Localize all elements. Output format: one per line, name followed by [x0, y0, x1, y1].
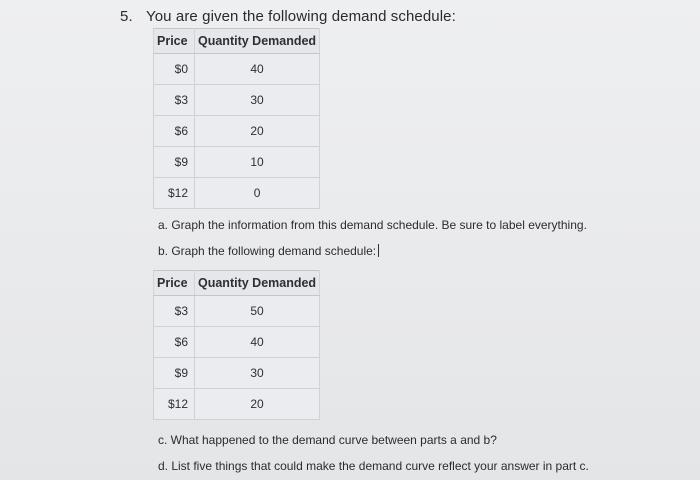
quantity-cell: 10	[195, 147, 320, 178]
header-quantity-demanded: Quantity Demanded	[195, 271, 320, 296]
quantity-cell: 40	[195, 327, 320, 358]
part-c-text: c. What happened to the demand curve between parts a and b?	[158, 433, 497, 447]
demand-schedule-table-a	[153, 28, 320, 209]
table-row	[154, 54, 320, 85]
price-cell: $6	[154, 116, 195, 147]
table-row	[154, 85, 320, 116]
quantity-cell: 30	[195, 85, 320, 116]
quantity-cell: 40	[195, 54, 320, 85]
quantity-cell: 50	[195, 296, 320, 327]
table-row	[154, 147, 320, 178]
question-prompt: You are given the following demand schedule:	[146, 8, 456, 25]
quantity-cell: 20	[195, 389, 320, 420]
header-quantity-demanded: Quantity Demanded	[195, 29, 320, 54]
quantity-cell: 20	[195, 116, 320, 147]
text-cursor	[378, 244, 379, 257]
table-row	[154, 358, 320, 389]
part-a-text: a. Graph the information from this demand schedule. Be sure to label everything.	[158, 218, 587, 232]
header-price: Price	[154, 29, 195, 54]
part-b-line[interactable]	[158, 244, 379, 258]
table-header-row	[154, 271, 320, 296]
header-price: Price	[154, 271, 195, 296]
price-cell: $9	[154, 358, 195, 389]
table-header-row	[154, 29, 320, 54]
quantity-cell: 0	[195, 178, 320, 209]
table-row	[154, 389, 320, 420]
price-cell: $3	[154, 296, 195, 327]
table-row	[154, 178, 320, 209]
demand-schedule-table-b	[153, 270, 320, 420]
table-row	[154, 327, 320, 358]
price-cell: $0	[154, 54, 195, 85]
price-cell: $9	[154, 147, 195, 178]
table-row	[154, 116, 320, 147]
price-cell: $3	[154, 85, 195, 116]
quantity-cell: 30	[195, 358, 320, 389]
part-d-text: d. List five things that could make the demand curve reflect your answer in part c.	[158, 459, 589, 473]
price-cell: $6	[154, 327, 195, 358]
question-number: 5.	[120, 8, 133, 25]
table-row	[154, 296, 320, 327]
part-b-text: b. Graph the following demand schedule:	[158, 244, 377, 258]
price-cell: $12	[154, 389, 195, 420]
price-cell: $12	[154, 178, 195, 209]
question-title	[120, 8, 456, 25]
